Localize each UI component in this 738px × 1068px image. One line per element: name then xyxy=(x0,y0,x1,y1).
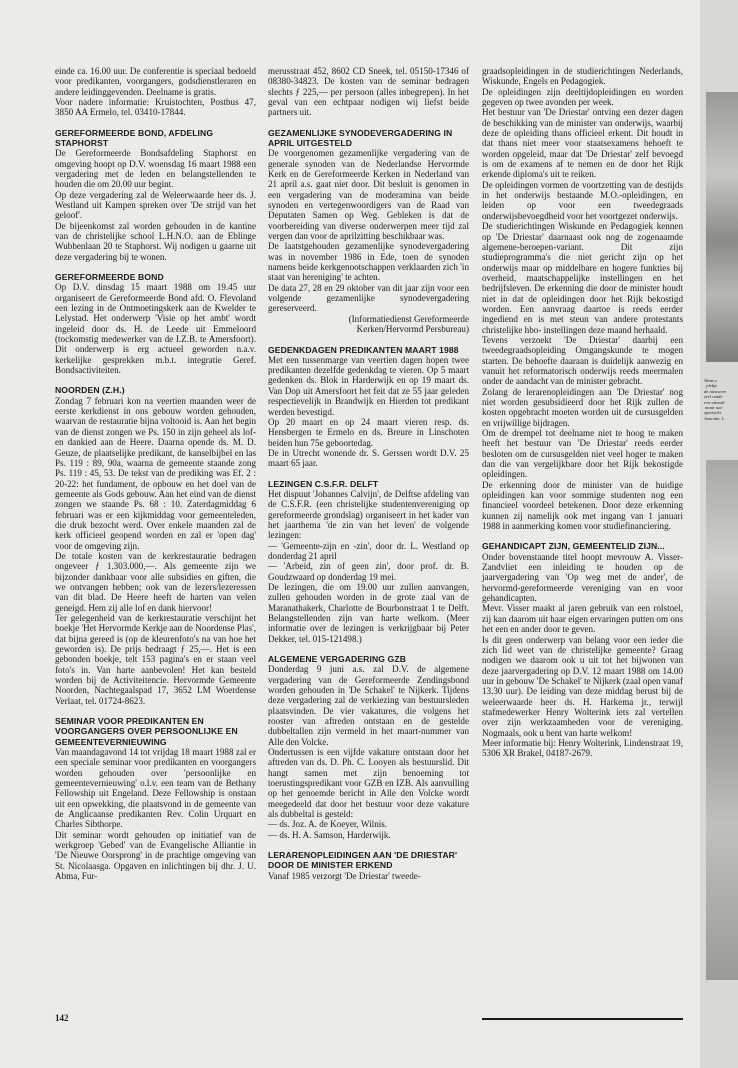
paragraph: Vanaf 1985 verzorgt 'De Driestar' tweede- xyxy=(268,870,421,881)
paragraph: — 'Gemeente-zijn en -zin', door dr. L. Westland op donderdag 21 april xyxy=(268,540,469,561)
paragraph: Ter gelegenheid van de kerkrestauratie verschijnt het boekje 'Het Hervormde Kerkje aan de Noordense Plas', dat bijna gereed is (op de kleurenfoto's na van hoe het geworden is). De prijs bedraagt ƒ 25,—. Het is een gebonden boekje, telt 153 pagina's en er staan veel foto's in. Van harte aanbevolen! Het kan besteld worden bij de Activiteitencie. Hervormde Gemeente Noorden, Nachtegaalspad 17, 3652 LM Woerdense Verlaat, tel. 01724-8623. xyxy=(55,613,256,706)
paragraph: Voor nadere informatie: Kruistochten, Postbus 47, 3850 AA Ermelo, tel. 03410-17844. xyxy=(55,97,256,118)
paragraph: graadsopleidingen in de studierichtingen Nederlands, Wiskunde, Engels en Pedagogiek. xyxy=(482,66,683,87)
article-heading: GEDENKDAGEN PREDIKANTEN MAART 1988 xyxy=(268,344,459,355)
paragraph: Om de drempel tot deelname niet te hoog te maken heeft het bestuur van 'De Driestar' reeds eerder besloten om de cursusgelden niet veel hoger te maken dan die van vergelijkbare door het Rijk bekostigde opleidingen. xyxy=(482,428,683,480)
paragraph: De in Utrecht wonende dr. S. Gerssen wordt D.V. 25 maart 65 jaar. xyxy=(268,447,469,469)
paragraph: — ds. H. A. Samson, Harderwijk. xyxy=(268,829,391,840)
paragraph: einde ca. 16.00 uur. De conferentie is speciaal bedoeld voor predikanten, voorgangers, godsdienstleraren en andere leidinggevenden. Deelname is gratis. xyxy=(55,66,256,97)
paragraph: Meer informatie bij: Henry Wolterink, Lindenstraat 19, 5306 XR Brakel, 04187-2679. xyxy=(482,737,683,759)
paragraph: Zolang de lerarenopleidingen aan 'De Driestar' nog niet worden gesubsidieerd door het Rijk zullen de kosten opgebracht moeten worden uit de cursusgelden en vrijwillige bijdragen. xyxy=(482,386,683,428)
page-number: 142 xyxy=(55,1013,69,1023)
paragraph: Tevens verzoekt 'De Driestar' daarbij een tweedegraadsopleiding Omgangskunde te mogen starten. De behoefte daaraan is duidelijk aanwezig en vanuit het reformatorisch onderwijs reeds meermalen onder de aandacht van de minister gebracht. xyxy=(482,334,683,387)
paragraph: De laatstgehouden gezamenlijke synodevergadering was in november 1986 in Ede, toen de synoden namens beide kerkgenootschappen verklaarden zich 'in staat van hereniging' te achten. xyxy=(268,241,469,283)
paragraph: Is dit geen onderwerp van belang voor een ieder die zich lid weet van de christelijke gemeente? Graag nodigen we daarom ook u uit tot het bijwonen van deze jaarvergadering op D.V. 12 maart 1988 om 14.00 uur in gebouw 'De Schakel' te Nijkerk (zaal open vanaf 13.30 uur). De leiding van deze middag berust bij de weleerwaarde heer ds. H. Harkema jr., terwijl stafmedewerker Henry Wolterink iets zal vertellen over zijn werkzaamheden voor de vereniging. Nogmaals, ook u bent van harte welkom! xyxy=(482,634,683,738)
source-credit: (Informatiedienst Gereformeerde xyxy=(348,313,469,324)
paragraph: De erkenning door de minister van de huidige opleidingen kan voor sommige studenten nog een financieel voordeel betekenen. Door deze erkenning kunnen zij namelijk ook met ingang van 1 januari 1988 in aanmerking komen voor studiefinanciering. xyxy=(482,479,683,532)
article-heading: LERARENOPLEIDINGEN AAN 'DE DRIESTAR' DOOR DE MINISTER ERKEND xyxy=(268,850,458,871)
paragraph: Het dispuut 'Johannes Calvijn', de Delftse afdeling van de C.S.F.R. (een christelijke studentenvereniging op gereformeerde grondslag) organiseert in het kader van het jaarthema 'de zin van het leven' de volgende lezingen: xyxy=(268,488,469,541)
paragraph: Met een tussenmarge van veertien dagen hopen twee predikanten dezelfde gedenkdag te vieren. Op 5 maart gedenken ds. Blok in Harderwijk en op 19 maart ds. Van Dop uit Amersfoort het feit dat ze 55 jaar geleden respectievelijk in Brandwijk en Hierden tot predikant werden bevestigd. xyxy=(268,354,469,417)
paragraph: Het bestuur van 'De Driestar' ontving een dezer dagen de beschikking van de minister van onderwijs, waarbij deze de opleiding thans officieel erkent. Dit houdt in dat thans niet meer voor staatsexamens behoeft te worden opgeleid, maar dat 'De Driestar' zelf bevoegd is om de examens af te nemen en de door het Rijk erkende diploma's uit te reiken. xyxy=(482,107,683,180)
paragraph: De Gereformeerde Bondsafdeling Staphorst en omgeving hoopt op D.V. woensdag 16 maart 1988 een vergadering met de leden en belangstellenden te houden die om 20.00 uur begint. xyxy=(55,148,256,190)
article-heading: ALGEMENE VERGADERING GZB xyxy=(268,654,406,665)
paragraph: Onder bovenstaande titel hoopt mevrouw A. Visser-Zandvliet een inleiding te houden op de jaarvergadering van 'Op weg met de ander', de hervormd-gereformeerde vereniging van en voor gehandicapten. xyxy=(482,551,683,604)
bottom-rule xyxy=(482,1018,683,1020)
paragraph: — 'Arbeid, zin of geen zin', door prof. dr. B. Goudzwaard op donderdag 19 mei. xyxy=(268,561,469,582)
article-heading: GEZAMENLIJKE SYNODEVERGADERING IN APRIL UITGESTELD xyxy=(268,127,453,149)
column-1 xyxy=(55,66,256,881)
paragraph: Van maandagavond 14 tot vrijdag 18 maart 1988 zal er een speciale seminar voor predikanten en voorgangers worden gehouden over 'persoonlijke en gemeentevernieuwing' o.l.v. een team van de Bethany Fellowship uit Engeland. Deze Fellowship is onstaan uit een opwekking, die plaatsvond in de gemeente van de Anglicaanse predikanten Rev. Colin Urquart en Charles Sibthorpe. xyxy=(55,746,256,830)
paragraph: Zondag 7 februari kon na veertien maanden weer de eerste kerkdienst in ons gebouw worden gehouden, waarvan de restauratie bijna voltooid is. Aan het begin van de dienst zongen we Ps. 150 in zijn geheel als lof- en dankied aan de Heere. Daarna opende ds. M. D. Geuze, de plaatselijke predikant, de kanselbijbel en las Ps. 119 : 89, 90a, waarna de gemeente staande zong Ps. 119 : 45, 53. De tekst van de prediking was Ef. 2 : 20-22: het fundament, de opbouw en het doel van de gemeente als Gods gebouw. Aan het eind van de dienst zongen we staande Ps. 68 : 10. Zaterdagmiddag 6 februari was er een kijkmiddag voor gemeenteleden, die druk bezocht werd. Over enkele maanden zal de kerk officieel geopend worden en zal er 'open dag' voor de omgeving zijn. xyxy=(55,395,256,551)
paragraph: Donderdag 9 juni a.s. zal D.V. de algemene vergadering van de Gereformeerde Zendingsbond worden gehouden in 'De Schakel' te Nijkerk. Tijdens deze vergadering zal de verkiezing van bestuursleden plaatsvinden. De vier vakatures, die volgens het rooster van aftreden ontstaan en de gestelde dubbeltallen zijn vermeld in het maart-nummer van Alle den Volcke. xyxy=(268,664,469,747)
paragraph: De studierichtingen Wiskunde en Pedagogiek kennen op 'De Driestar' daarnaast ook nog de zogenaamde algemene-beroepen-variant. Dit zijn studieprogramma's die niet gericht zijn op het onderwijs maar op middelbare en hogere funkties bij overheid, maatschappelijke instellingen en het bedrijfsleven. De erkenning die door de minister houdt niet in dat de opleidingen door het Rijk bekostigd worden. Een aanvraag daartoe is reeds eerder ingediend en is met steun van andere protestants christelijke hbo- instellingen deze maand herhaald. xyxy=(482,221,683,335)
paragraph: — ds. Joz. A. de Koeyer, Wilnis. xyxy=(268,819,388,830)
article-heading: GEREFORMEERDE BOND xyxy=(55,272,164,283)
paragraph: De voorgenomen gezamenlijke vergadering van de generale synoden van de Nederlandse Hervormde Kerk en de Gereformeerde Kerken in Nederland van 21 april a.s. gaat niet door. Dit besluit is genomen in een vergadering van de moderamina van beide synoden en vertegenwoordigers van de Raad van Deputaten Samen op Weg. Gebleken is dat de voorbereiding van diverse onderwerpen meer tijd zal vergen dan voor de aprilzitting beschikbaar was. xyxy=(268,148,469,242)
paragraph: De opleidingen vormen de voortzetting van de destijds in het onderwijs bestaande M.O.-opleidingen, en leiden op voor een tweedegraads onderwijsbevoegdheid voor het voortgezet onderwijs. xyxy=(482,179,683,221)
paragraph: De data 27, 28 en 29 oktober van dit jaar zijn voor een volgende gezamenlijke synodevergadering gereserveerd. xyxy=(268,282,469,314)
column-3 xyxy=(482,66,683,759)
facing-page-edge xyxy=(700,0,738,1068)
paragraph: Op deze vergadering zal de Weleerwaarde heer ds. J. Westland uit Kampen spreken over 'De strijd van het geloof'. xyxy=(55,189,256,221)
paragraph: Op D.V. dinsdag 15 maart 1988 om 19.45 uur organiseert de Gereformeerde Bond afd. O. Flevoland een lezing in de Ontmoetingskerk aan de Kwelder te Lelystad. Het onderwerp 'Visie op het ambt' wordt ingeleid door ds. H. de Leede uit Emmeloord (tockomstig medewerker van de I.Z.B. te Amersfoort). Dit onderwerp is erg actueel geworden n.a.v. kerkelijke gesprekken m.b.t. integratie Geref. Bondsactiviteiten. xyxy=(55,282,256,376)
article-heading: SEMINAR VOOR PREDIKANTEN EN VOORGANGERS OVER PERSOONLIJKE EN GEMEENTEVERNIEUWING xyxy=(55,716,238,747)
paragraph: Dit seminar wordt gehouden op initiatief van de werkgroep 'Gebed' van de Evangelische Alliantie in 'De Nieuwe Oorsprong' in de prachtige omgeving van St. Nicolaasga. Opgaven en inlichtingen bij dhr. J. U. Abma, Fur- xyxy=(55,829,256,882)
photo xyxy=(706,460,738,980)
paragraph: Ondertussen is een vijfde vakature ontstaan door het aftreden van ds. D. Ph. C. Looyen als bestuurslid. Dit hangt samen met zijn benoeming tot toerustingspredikant voor GZB en IZB. Als aanvulling op het genoemde bericht in Alle den Volcke wordt meegedeeld dat door het bestuur voor deze vakature als dubbeltal is gesteld: xyxy=(268,747,469,820)
paragraph: De lezingen, die om 19.00 uur zullen aanvangen, zullen gehouden worden in de grote zaal van de Maranathakerk, Charlotte de Bourbonstraat 1 te Delft. Belangstellenden zijn van harte welkom. (Meer informatie over de lezingen is verkrijgbaar bij Peter Dekker, tel. 015-121498.) xyxy=(268,581,469,644)
paragraph: Mevr. Visser maakt al jaren gebruik van een rolstoel, zij kan daarom uit haar eigen ervaringen putten om ons het een en ander door te geven. xyxy=(482,603,683,635)
article-heading: GEREFORMEERDE BOND, AFDELING STAPHORST xyxy=(55,127,214,149)
paragraph: De bijeenkomst zal worden gehouden in de kantine van de christelijke school L.H.N.O. aan de Eblinge Wubbenlaan 20 te Staphorst. Wij nodigen u gaarne uit deze vergadering bij te wonen. xyxy=(55,220,256,262)
article-heading: GEHANDICAPT ZIJN, GEMEENTELID ZIJN... xyxy=(482,541,665,552)
paragraph: merusstraat 452, 8602 CD Sneek, tel. 05150-17346 of 08380-34823. De kosten van de seminar bedragen slechts ƒ 225,— per persoon (alles inbegrepen). In het geval van een echtpaar nodigen wij liefst beide partners uit. xyxy=(268,66,469,118)
article-heading: NOORDEN (Z.H.) xyxy=(55,385,125,396)
column-2 xyxy=(268,66,469,881)
source-credit: Kerken/Hervormd Persbureau) xyxy=(356,324,469,335)
paragraph: De totale kosten van de kerkrestauratie bedragen ongeveer ƒ 1.303.000,—. Als gemeente zijn we bijzonder dankbaar voor alle subsidies en giften, die we ontvangen hebben; ook van de lezers/lezeressen van dit blad. De Heere heeft de harten van velen geneigd. Hem zij alle lof en dank hiervoor! xyxy=(55,550,256,613)
article-heading: LEZINGEN C.S.F.R. DELFT xyxy=(268,478,379,489)
photo-caption: Want u plekje de nieuwere zeel ontde een uitnodi maar nat sportschr Amicitia. L xyxy=(704,378,727,421)
paragraph: Op 20 maart en op 24 maart vieren resp. ds. Hensbergen te Ermelo en ds. Breure in Linschoten beiden hun 75e geboortedag. xyxy=(268,416,469,448)
paragraph: De opleidingen zijn deeltijdopleidingen en worden gegeven op twee avonden per week. xyxy=(482,86,683,108)
photo xyxy=(706,92,738,362)
